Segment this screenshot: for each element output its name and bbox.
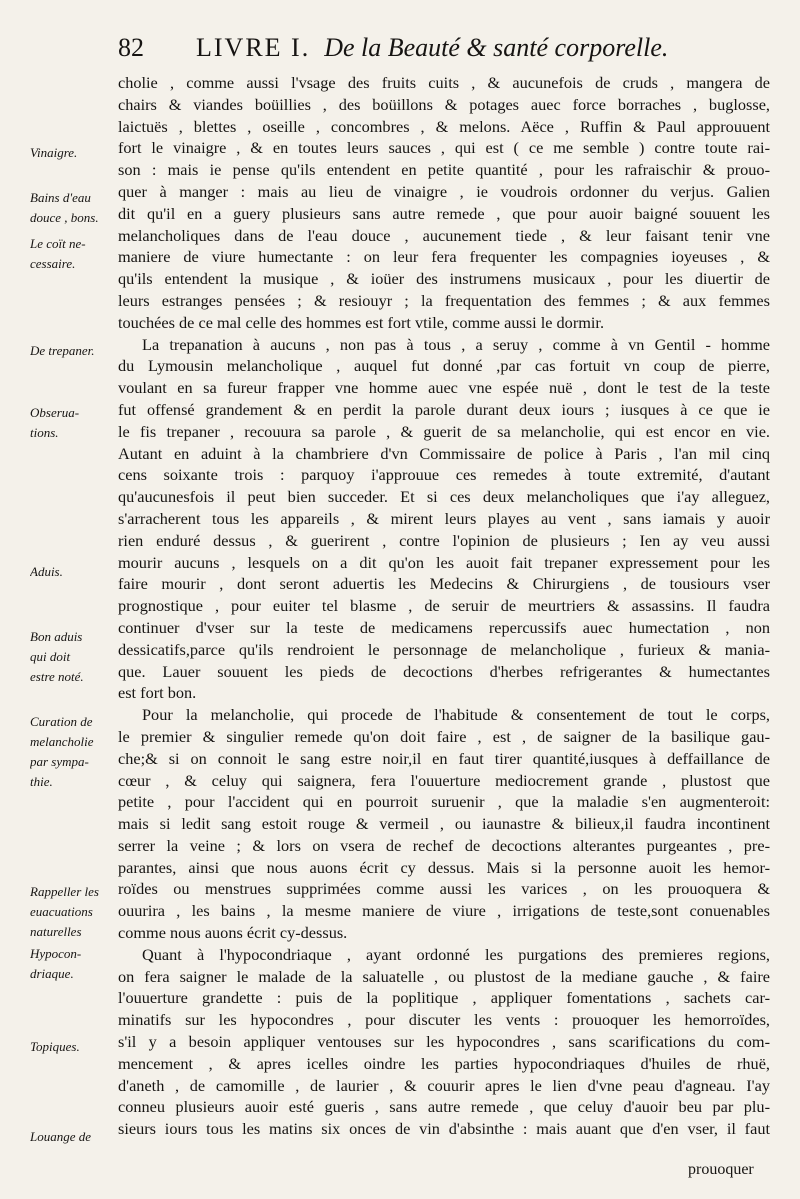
text-line: cholie , comme aussi l'vsage des fruits cuits , & aucunefois de cruds , mangera de (118, 73, 770, 92)
text-line: mourir aucuns , lesquels on a dit qu'on les auoit fait trepaner expressement pour les (118, 552, 770, 572)
text-line: on fera saigner le malade de la saluatelle , ou plustost de la mediane gauche , & faire (118, 966, 770, 986)
margin-note (30, 234, 120, 274)
text-line: ouurira , les bains , la mesme maniere de viure , irrigations de teste,sont conuenables (118, 901, 770, 921)
text-line: l'ouuerture grandette : puis de la poplitique , appliquer fomentations , sachets car- (118, 988, 770, 1008)
text-line: chairs & viandes boüillies , des boüillons & potages auec force borraches , buglosse, (118, 94, 770, 114)
text-line: dessicatifs,parce qu'ils rendroient le personnage de melancholique , furieux & mania- (118, 639, 770, 659)
page-title: De la Beauté & santé corporelle. (324, 33, 669, 62)
margin-note-line: Rappeller les (30, 884, 99, 899)
margin-note (30, 341, 120, 361)
margin-note-line: tions. (30, 425, 59, 440)
text-line: que. Lauer souuent les pieds de decoctions d'herbes refrigerantes & humectantes (118, 661, 770, 681)
text-line: le fis trepaner , recouura sa parole , & guerit de sa melancholie, qui est encor en vie. (118, 421, 770, 441)
margin-note-line: Bon aduis (30, 629, 83, 644)
text-line: roïdes ou menstrues supprimées comme aussi les varices , on les prouoquera & (118, 879, 770, 899)
text-line: Quant à l'hypocondriaque , ayant ordonné les purgations des premieres regions, (142, 944, 770, 964)
text-line: comme nous auons écrit cy-dessus. (118, 923, 348, 943)
text-line: prognostique , pour euiter tel blasme , de seruir de meurtriers & assassins. Il faudra (118, 596, 770, 616)
margin-note-line: driaque. (30, 966, 74, 981)
text-line: faire mourir , dont seront aduertis les Medecins & Chirurgiens , de tousiours vser (118, 574, 770, 594)
text-line: melancholiques dans de l'eau douce , aucunement tiede , & leur faisant tenir vne (118, 225, 770, 245)
text-line: cœur , & celuy qui saignera, fera l'ouuerture mediocrement grande , plustost que (118, 770, 770, 790)
text-line: serrer la veine ; & lors on vsera de rechef de decoctions alterantes purgeantes , pre- (118, 835, 770, 855)
margin-note (30, 627, 120, 687)
margin-note-line: melancholie (30, 734, 94, 749)
margin-note (30, 188, 120, 228)
margin-note-line: douce , bons. (30, 210, 99, 225)
margin-note (30, 403, 120, 443)
margin-note-line: Obserua- (30, 405, 80, 420)
margin-note (30, 562, 120, 582)
catchword: prouoquer (688, 1161, 754, 1178)
text-line: mencement , & apres icelles oindre les parties hypocondriaques d'huiles de rhuë, (118, 1053, 770, 1073)
text-line: s'arracherent tous les appareils , & mirent leurs playes au vent , sans iamais y auoir (118, 508, 770, 528)
margin-note (30, 1037, 120, 1057)
margin-note-line: naturelles (30, 924, 82, 939)
text-line: qu'aucunesfois il peut bien succeder. Et si ces deux melancholiques que i'ay alleguez, (118, 487, 770, 507)
margin-note-line: Aduis. (30, 564, 63, 579)
text-line: continuer d'vser sur la teste de medicamens repercussifs auec humectation , non (118, 617, 770, 637)
text-line: leurs estranges pensées ; & resiouyr ; la frequentation des femmes ; & aux femmes (118, 290, 770, 310)
text-line: le premier & singulier remede qu'on doit faire , est , de saigner de la basilique gau- (118, 726, 770, 746)
margin-note (30, 712, 120, 792)
text-line: rien enduré dessus , & guerirent , contre l'opinion de plusieurs ; Ien ay veu aussi (118, 530, 770, 550)
margin-note-line: De trepaner. (30, 343, 95, 358)
page-number: 82 (118, 33, 144, 62)
margin-note-line: Louange de (30, 1129, 92, 1144)
text-line: mais si ledit sang estoit rouge & vermeil , ou iaunastre & bilieux,il faudra incontinent (118, 814, 770, 834)
text-line: touchées de ce mal celle des hommes est fort vtile, comme aussi le dormir. (118, 312, 605, 332)
text-line: Pour la melancholie, qui procede de l'habitude & consentement de tout le corps, (142, 705, 770, 725)
margin-note (30, 882, 120, 942)
text-line: fut offensé grandement & en perdit la parole durant deux iours ; iusques à ce que ie (118, 399, 770, 419)
margin-note-line: cessaire. (30, 256, 76, 271)
text-line: che;& si on connoit le sang estre noir,il en faut tirer quantité,iusques à deffaillance de (118, 748, 770, 768)
body-text (118, 72, 770, 1140)
margin-note-line: Curation de (30, 714, 93, 729)
text-line: minatifs sur les hypocondres , pour discuter les vents : prouoquer les hemorroïdes, (118, 1010, 770, 1030)
text-line: s'il y a besoin appliquer ventouses sur les hypocondres , sans scarifications du com- (118, 1032, 770, 1052)
running-header (118, 28, 778, 68)
text-line: maniere de viure humectante : on leur fera frequenter les compagnies ioyeuses , & (118, 247, 770, 267)
text-line: dit qu'il en a guery plusieurs sans autre remede , que pour auoir baigné souuent les (118, 203, 770, 223)
text-line: petite , pour l'accident qui en pourroit suruenir , que la maladie s'en augmenteroit: (118, 792, 770, 812)
margin-note-line: Bains d'eau (30, 190, 91, 205)
margin-note-line: thie. (30, 774, 53, 789)
margin-note-line: Hypocon- (30, 946, 82, 961)
margin-note-line: estre noté. (30, 669, 84, 684)
text-line: Autant en aduint à la chambriere d'vn Commissaire de police à Paris , l'an mil cinq (118, 443, 770, 463)
text-line: du Lymousin melancholique , auquel fut donné ,par cas fortuit vn coup de pierre, (118, 356, 770, 376)
margin-note (30, 944, 120, 984)
text-line: sieurs iours tous les matins six onces de vin d'absinthe : mais auant que d'en vser, il faut (118, 1119, 770, 1139)
text-line: qu'ils entendent la musique , & ioüer des instrumens musicaux , pour les diuertir de (118, 269, 770, 289)
margin-note-line: qui doit (30, 649, 71, 664)
margin-note-line: Le coït ne- (30, 236, 86, 251)
margin-note-line: Vinaigre. (30, 145, 78, 160)
text-line: parantes, ainsi que nous auons écrit cy dessus. Mais si la personne auoit les hemor- (118, 857, 770, 877)
text-line: La trepanation à aucuns , non pas à tous , a seruy , comme à vn Gentil - homme (142, 334, 770, 354)
text-line: cens soixante trois : parquoy i'approuue ces remedes à toute extremité, d'autant (118, 465, 770, 485)
text-line: d'aneth , de camomille , de laurier , & couurir apres le lien d'vne peau d'agneau. I'ay (118, 1075, 770, 1095)
margin-note-line: par sympa- (30, 754, 89, 769)
text-line: quer à manger : mais au lieu de vinaigre , ie voudrois ordonner du verjus. Galien (118, 181, 770, 201)
margin-note (30, 143, 120, 163)
text-line: son : mais ie pense qu'ils entendent en petite quantité , pour les rafraischir & prouo- (118, 160, 770, 180)
margin-note-line: euacuations (30, 904, 93, 919)
text-line: fort le vinaigre , & en toutes leurs sauces , qui est ( ce me semble ) contre toute rai- (118, 138, 770, 158)
text-line: voulant en sa fureur frapper vne homme auec vne espée nuë , dont le test de la teste (118, 378, 770, 398)
text-line: est fort bon. (118, 683, 197, 703)
text-line: laictuës , blettes , oseille , concombres , & melons. Aëce , Ruffin & Paul approuuent (118, 116, 770, 136)
book-label: LIVRE I. (196, 33, 311, 62)
text-line: conneu plusieurs auoir esté gueris , sans autre remede , que celuy d'auoir beu par plu- (118, 1097, 770, 1117)
margin-note-line: Topiques. (30, 1039, 80, 1054)
margin-note (30, 1127, 120, 1147)
